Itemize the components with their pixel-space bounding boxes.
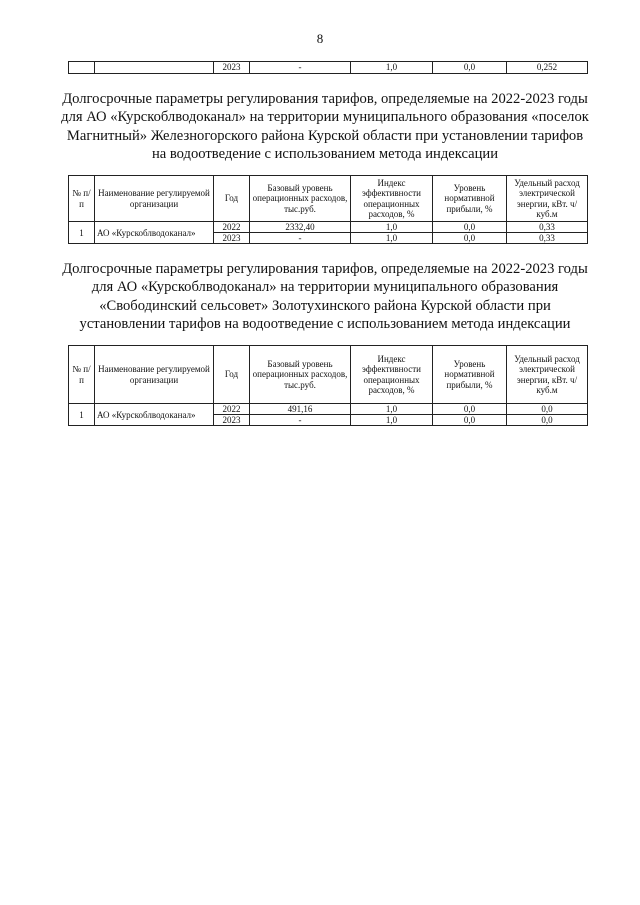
table-cell: 0,0: [433, 404, 507, 415]
header-year: Год: [214, 176, 250, 222]
table-cell: 2332,40: [250, 222, 351, 233]
header-profit: Уровень нормативной прибыли, %: [433, 176, 507, 222]
header-year: Год: [214, 346, 250, 404]
row-number: 1: [69, 222, 95, 244]
table-cell: 1,0: [351, 404, 433, 415]
tariff-table-magnitny: [68, 175, 588, 244]
header-base: Базовый уровень операционных расходов, тыс.руб.: [250, 346, 351, 404]
cont-year: 2023: [214, 62, 250, 74]
table-cell: 0,0: [433, 233, 507, 244]
cont-base: -: [250, 62, 351, 74]
table-cell: 0,33: [507, 233, 588, 244]
table-cell: 2022: [214, 222, 250, 233]
header-num: № п/п: [69, 176, 95, 222]
cont-index: 1,0: [351, 62, 433, 74]
header-base: Базовый уровень операционных расходов, тыс.руб.: [250, 176, 351, 222]
cont-energy: 0,252: [507, 62, 588, 74]
table-cell: -: [250, 233, 351, 244]
table-cell: 0,0: [507, 404, 588, 415]
table-cell: 1,0: [351, 233, 433, 244]
table-cell: 0,33: [507, 222, 588, 233]
table-cell: 2023: [214, 415, 250, 426]
org-name: АО «Курскоблводоканал»: [95, 222, 214, 244]
org-name: АО «Курскоблводоканал»: [95, 404, 214, 426]
continuation-table: [68, 61, 588, 74]
table-cell: 0,0: [507, 415, 588, 426]
table-cell: 1,0: [351, 222, 433, 233]
table-cell: 491,16: [250, 404, 351, 415]
header-index: Индекс эффективности операционных расходов, %: [351, 346, 433, 404]
table-cell: 2023: [214, 233, 250, 244]
cont-profit: 0,0: [433, 62, 507, 74]
section-heading-svobodinsky: Долгосрочные параметры регулирования тарифов, определяемые на 2022-2023 годы для АО «Курскоблводоканал» на территории муниципального образования «Свободинский сельсовет» Золотухинского района Курской области при установлении тарифов на водоотведение с использованием метода индексации: [62, 261, 588, 333]
table-cell: 0,0: [433, 415, 507, 426]
table-cell: -: [250, 415, 351, 426]
header-energy: Удельный расход электрической энергии, кВт. ч/куб.м: [507, 176, 588, 222]
table-cell: 1,0: [351, 415, 433, 426]
tariff-table-svobodinsky: [68, 345, 588, 426]
section-heading-magnitny: Долгосрочные параметры регулирования тарифов, определяемые на 2022-2023 годы для АО «Курскоблводоканал» на территории муниципального образования «поселок Магнитный» Железногорского района Курской области при установлении тарифов на водоотведение с использованием метода индексации: [61, 91, 589, 163]
row-number: 1: [69, 404, 95, 426]
header-num: № п/п: [69, 346, 95, 404]
header-energy: Удельный расход электрической энергии, кВт. ч/куб.м: [507, 346, 588, 404]
header-profit: Уровень нормативной прибыли, %: [433, 346, 507, 404]
header-index: Индекс эффективности операционных расходов, %: [351, 176, 433, 222]
header-org: Наименование регулируемой организации: [95, 346, 214, 404]
table-cell: 0,0: [433, 222, 507, 233]
header-org: Наименование регулируемой организации: [95, 176, 214, 222]
table-cell: 2022: [214, 404, 250, 415]
page-number: 8: [316, 31, 324, 46]
